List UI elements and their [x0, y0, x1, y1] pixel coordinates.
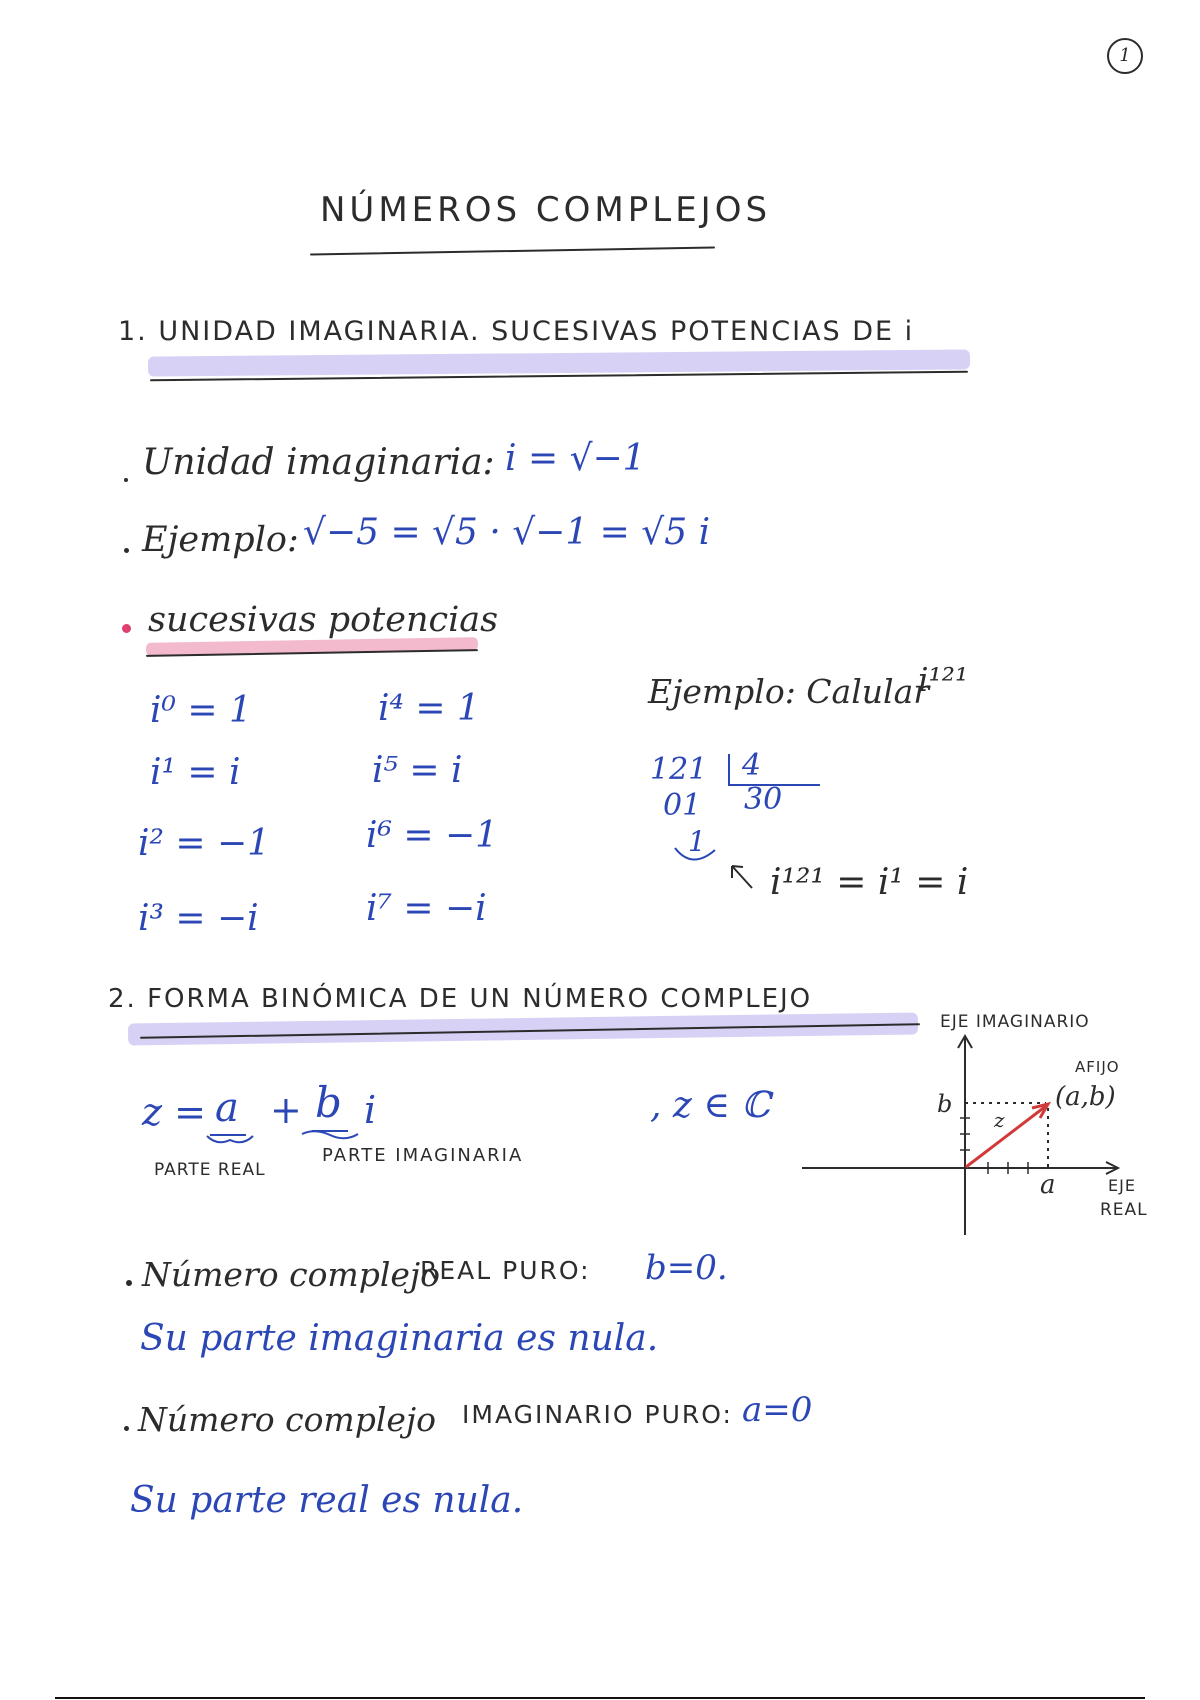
label-imag: PARTE IMAGINARIA — [322, 1145, 524, 1166]
bullet — [124, 478, 128, 482]
definition-label: Unidad imaginaria: — [142, 442, 495, 483]
affix-label: AFIJO — [1075, 1058, 1120, 1076]
formula-set: , z ∈ ℂ — [650, 1085, 771, 1126]
title-underline — [310, 246, 715, 255]
calc-result: i¹²¹ = i¹ = i — [770, 862, 969, 903]
brace-real-icon — [205, 1134, 255, 1148]
division-dividend: 121 — [650, 752, 708, 787]
bullet — [126, 1280, 132, 1286]
definition-value: i = √−1 — [505, 438, 646, 479]
bullet — [124, 548, 129, 553]
page-number: 1 — [1119, 45, 1131, 66]
formula-a: a — [215, 1085, 239, 1131]
formula-z: z = — [142, 1090, 206, 1134]
axis-y-label: EJE IMAGINARIO — [940, 1012, 1090, 1032]
real-puro-prefix: Número complejo — [142, 1255, 441, 1294]
real-puro-note: Su parte imaginaria es nula. — [140, 1318, 659, 1359]
power-i5: i⁵ = i — [372, 750, 463, 791]
b-label: b — [937, 1090, 953, 1118]
power-i4: i⁴ = 1 — [378, 688, 480, 729]
point-label: (a,b) — [1055, 1082, 1116, 1112]
page-title: NÚMEROS COMPLEJOS — [320, 190, 772, 230]
real-puro-caps: REAL PURO: — [420, 1256, 591, 1285]
power-i0: i⁰ = 1 — [150, 690, 252, 731]
division-quotient: 30 — [744, 782, 783, 817]
page-number-circle — [1107, 38, 1143, 74]
power-i3: i³ = −i — [138, 898, 259, 939]
imag-puro-caps: IMAGINARIO PURO: — [462, 1400, 733, 1429]
imag-puro-note: Su parte real es nula. — [130, 1480, 524, 1521]
division-partial: 01 — [663, 788, 702, 823]
imag-puro-prefix: Número complejo — [138, 1400, 437, 1439]
axis-x-label-1: EJE — [1108, 1176, 1136, 1195]
subheading: sucesivas potencias — [148, 600, 499, 640]
example-label: Ejemplo: — [142, 520, 299, 560]
z-label: z — [994, 1108, 1005, 1132]
division-remainder: 1 — [688, 825, 706, 858]
page-bottom-rule — [55, 1697, 1145, 1699]
imag-puro-cond: a=0 — [742, 1390, 813, 1430]
power-i2: i² = −1 — [138, 823, 271, 864]
calc-example-label: Ejemplo: Calular — [648, 672, 930, 711]
bullet — [124, 1426, 129, 1431]
division-divisor: 4 — [742, 748, 762, 783]
power-i6: i⁶ = −1 — [366, 815, 499, 856]
axis-x-label-2: REAL — [1100, 1200, 1148, 1220]
formula-plus: + — [270, 1088, 302, 1132]
bullet-pink — [122, 624, 131, 633]
power-i7: i⁷ = −i — [366, 888, 487, 929]
calc-example-power: i¹²¹ — [918, 660, 969, 699]
section1-heading: 1. UNIDAD IMAGINARIA. SUCESIVAS POTENCIAS DE i — [118, 316, 915, 347]
label-real: PARTE REAL — [154, 1160, 266, 1180]
a-label: a — [1040, 1170, 1056, 1200]
formula-b: b — [315, 1078, 342, 1127]
formula-i: i — [364, 1088, 377, 1132]
real-puro-cond: b=0. — [645, 1248, 728, 1288]
example-value: √−5 = √5 · √−1 = √5 i — [303, 512, 711, 553]
power-i1: i¹ = i — [150, 752, 241, 793]
section2-heading: 2. FORMA BINÓMICA DE UN NÚMERO COMPLEJO — [108, 984, 813, 1014]
brace-imag-icon — [300, 1128, 360, 1142]
